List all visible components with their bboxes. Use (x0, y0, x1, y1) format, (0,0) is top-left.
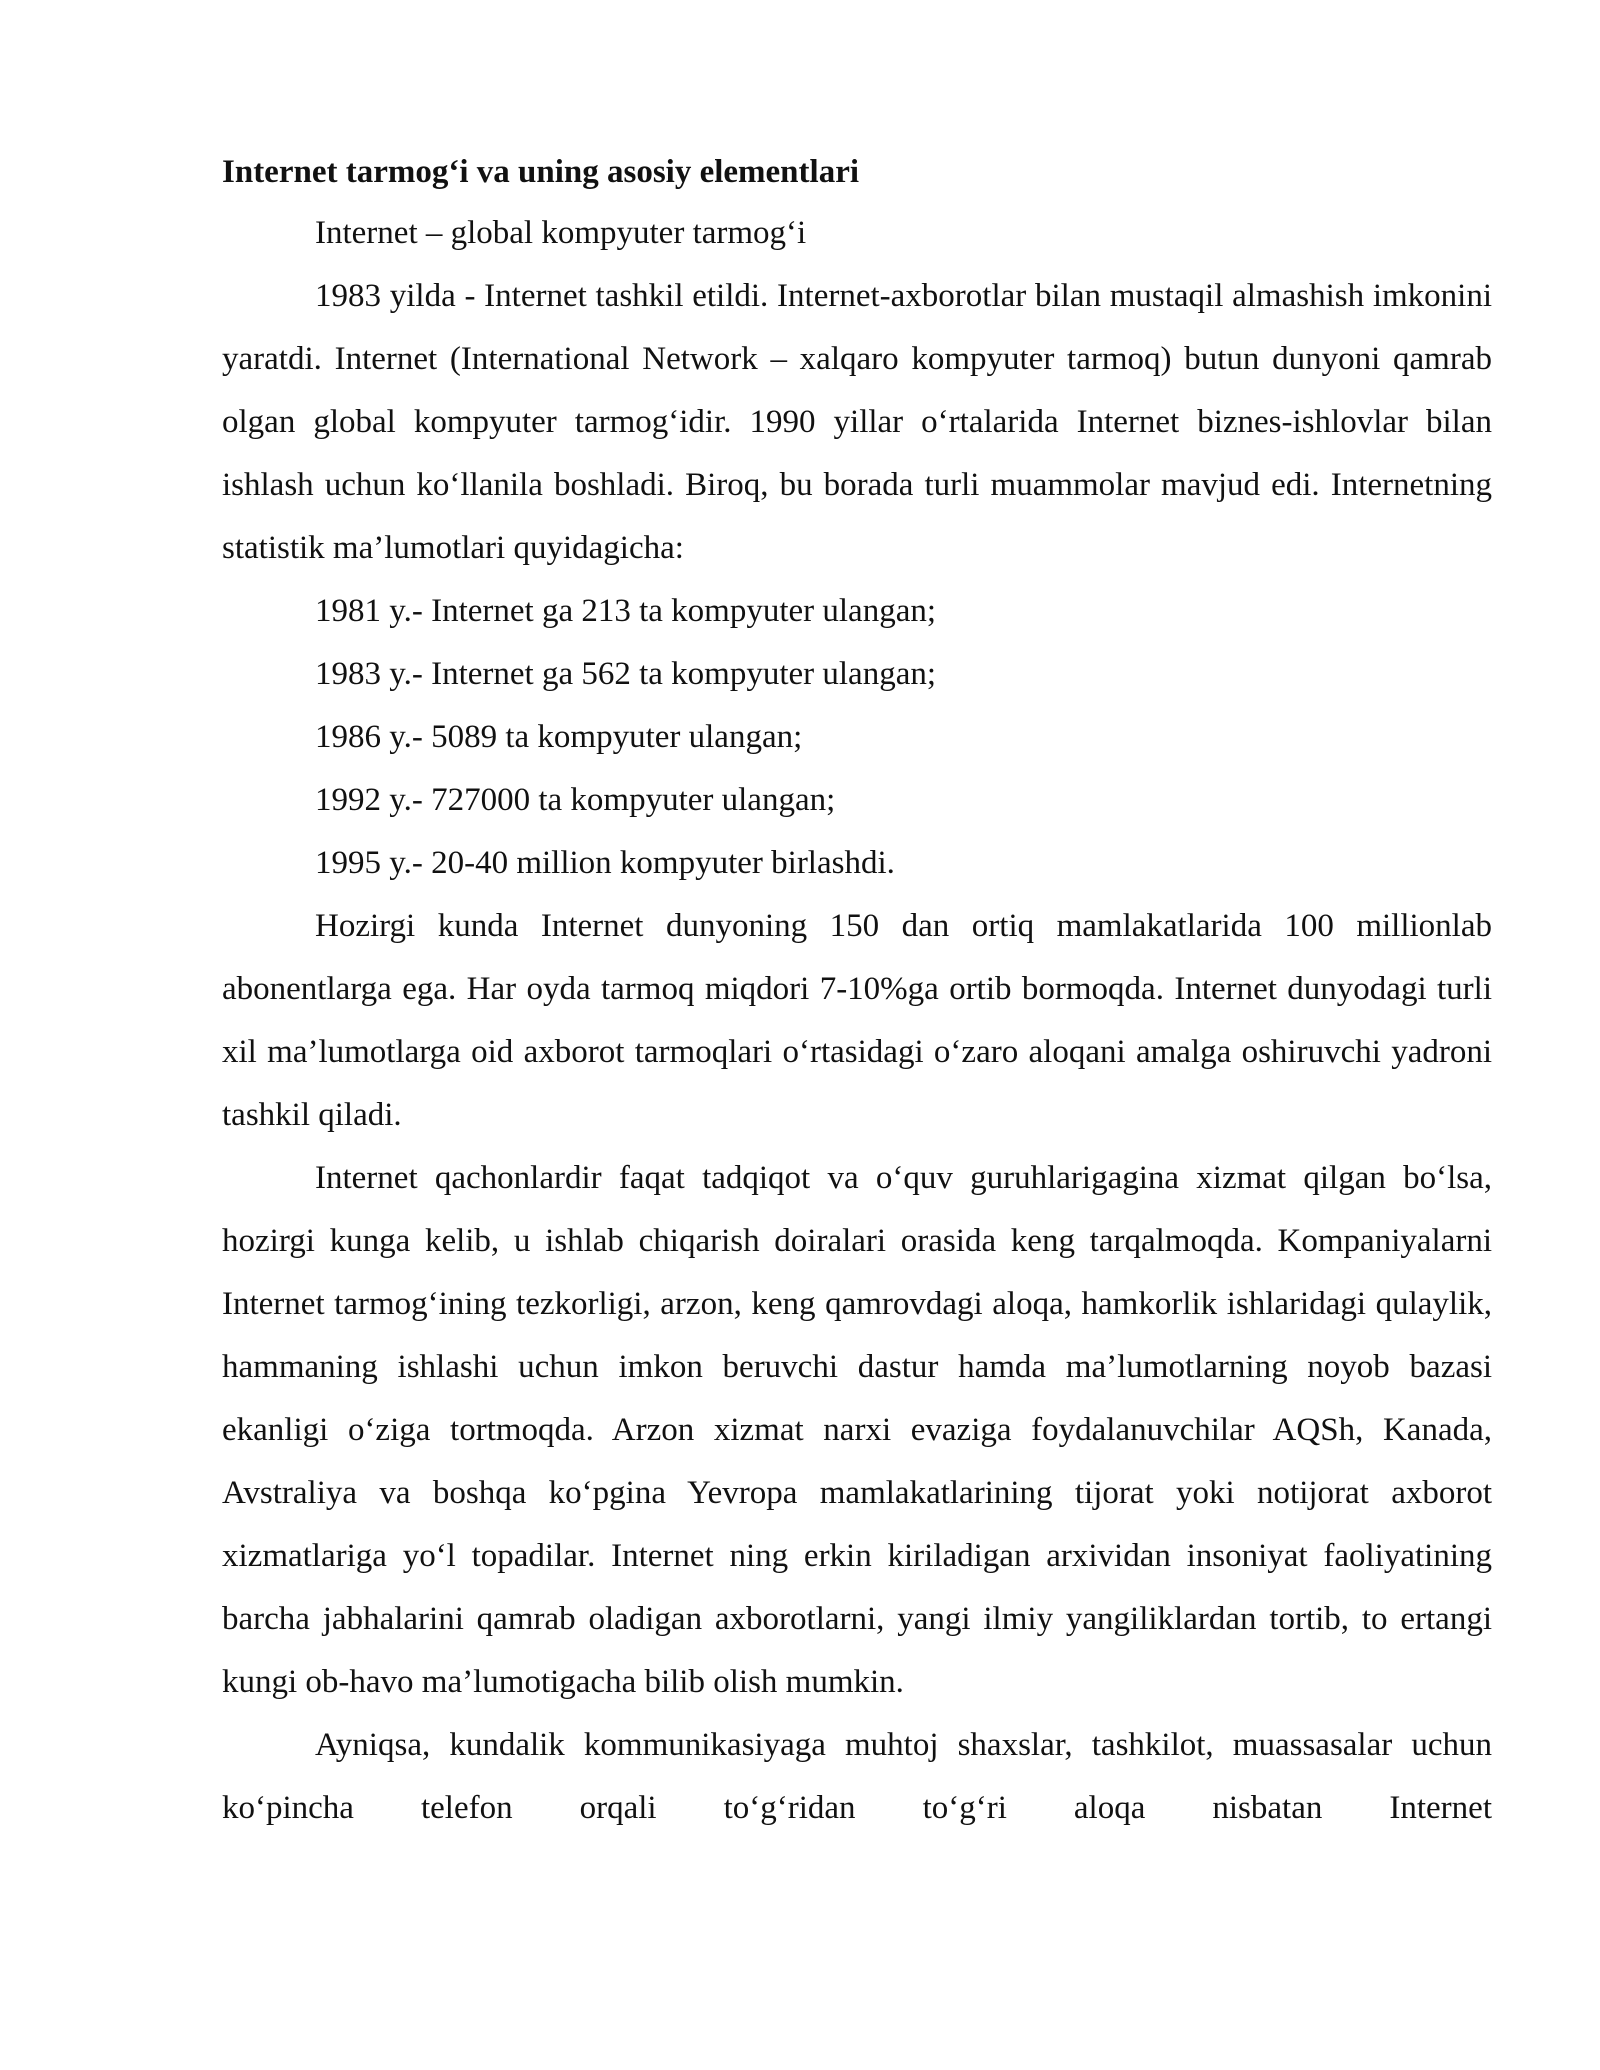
paragraph-4: Ayniqsa, kundalik kommunikasiyaga muhtoj shaxslar, tashkilot, muassasalar uchun ko‘pincha telefon orqali to‘g‘ridan to‘g‘ri aloqa nisbatan Internet (222, 1727, 1492, 1826)
document-title: Internet tarmog‘i va uning asosiy elementlari (222, 154, 860, 190)
paragraph-2: Hozirgi kunda Internet dunyoning 150 dan ortiq mamlakatlarida 100 millionlab abonentlarga ega. Har oyda tarmoq miqdori 7-10%ga ortib bormoqda. Internet dunyodagi turli xil ma’lumotlarga oid axborot tarmoqlari o‘rtasidagi o‘zaro aloqani amalga oshiruvchi yadroni tashkil qiladi. (222, 908, 1492, 1133)
intro-line: Internet – global kompyuter tarmog‘i (315, 215, 807, 251)
statistics-item: 1981 y.- Internet ga 213 ta kompyuter ulangan; (315, 593, 937, 629)
paragraph-1: 1983 yilda - Internet tashkil etildi. Internet-axborotlar bilan mustaqil almashish imkonini yaratdi. Internet (International Network – xalqaro kompyuter tarmoq) butun dunyoni qamrab olgan global kompyuter tarmog‘idir. 1990 yillar o‘rtalarida Internet biznes-ishlovlar bilan ishlash uchun ko‘llanila boshladi. Biroq, bu borada turli muammolar mavjud edi. Internetning statistik ma’lumotlari quyidagicha: (222, 278, 1492, 566)
statistics-item: 1992 y.- 727000 ta kompyuter ulangan; (315, 782, 836, 818)
statistics-list (222, 580, 1492, 895)
statistics-item: 1995 y.- 20-40 million kompyuter birlashdi. (315, 845, 895, 881)
paragraph-3: Internet qachonlardir faqat tadqiqot va o‘quv guruhlarigagina xizmat qilgan bo‘lsa, hozirgi kunga kelib, u ishlab chiqarish doiralari orasida keng tarqalmoqda. Kompaniyalarni Internet tarmog‘ining tezkorligi, arzon, keng qamrovdagi aloqa, hamkorlik ishlaridagi qulaylik, hammaning ishlashi uchun imkon beruvchi dastur hamda ma’lumotlarning noyob bazasi ekanligi o‘ziga tortmoqda. Arzon xizmat narxi evaziga foydalanuvchilar AQSh, Kanada, Avstraliya va boshqa ko‘pgina Yevropa mamlakatlarining tijorat yoki notijorat axborot xizmatlariga yo‘l topadilar. Internet ning erkin kiriladigan arxividan insoniyat faoliyatining barcha jabhalarini qamrab oladigan axborotlarni, yangi ilmiy yangiliklardan tortib, to ertangi kungi ob-havo ma’lumotigacha bilib olish mumkin. (222, 1160, 1492, 1700)
document-body (222, 142, 1492, 1840)
statistics-item: 1983 y.- Internet ga 562 ta kompyuter ulangan; (315, 656, 937, 692)
statistics-item: 1986 y.- 5089 ta kompyuter ulangan; (315, 719, 803, 755)
